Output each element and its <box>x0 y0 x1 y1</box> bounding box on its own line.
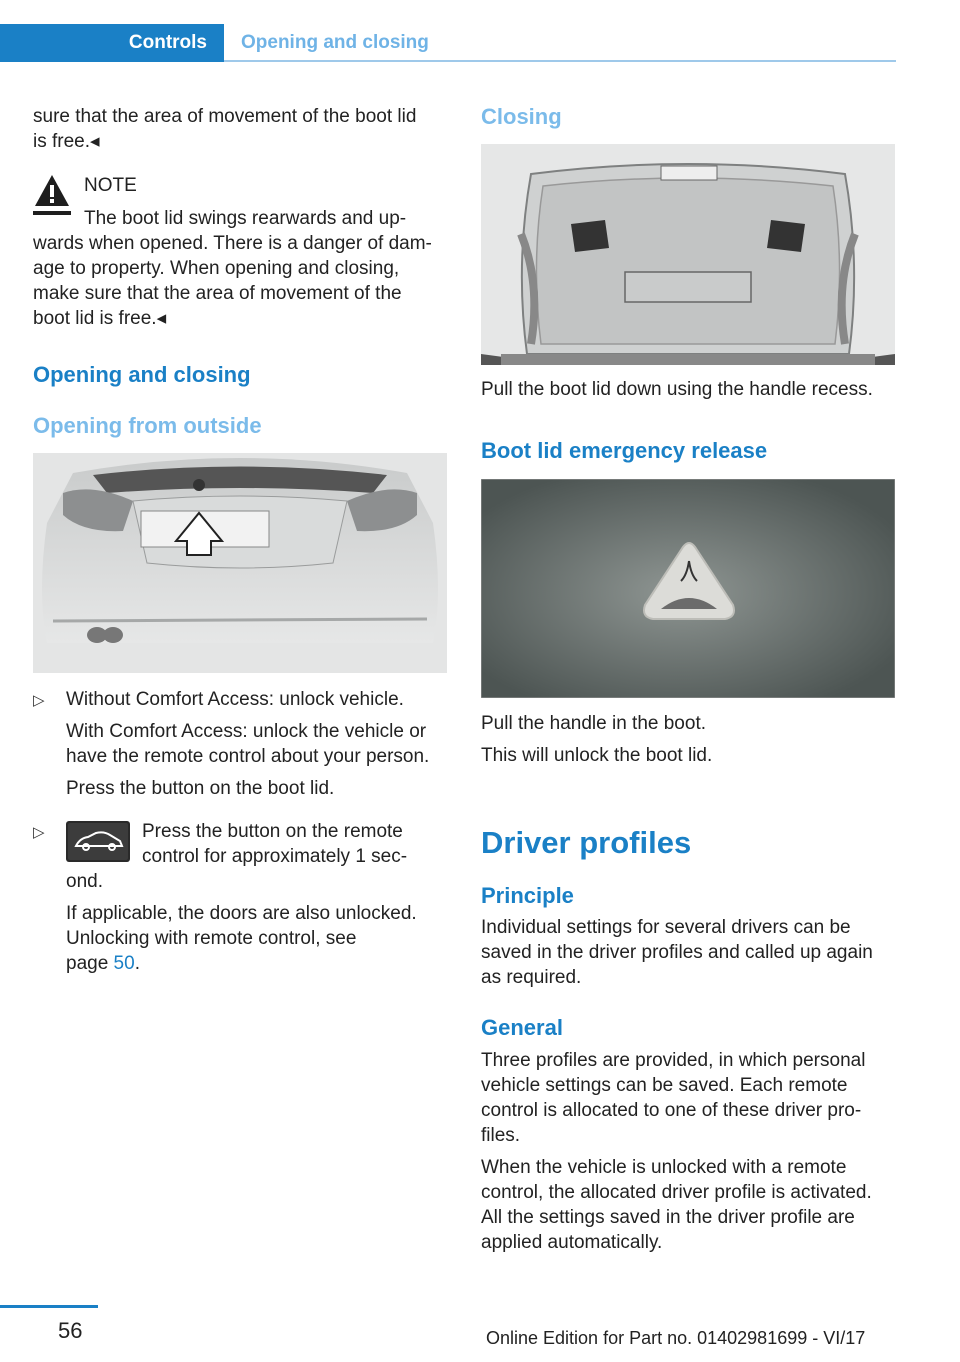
page-ref-prefix: page <box>66 953 114 974</box>
general-line-2: vehicle settings can be saved. Each remote <box>481 1075 848 1096</box>
boot-lid-remote-button-icon <box>66 821 130 862</box>
heading-principle: Principle <box>481 883 574 908</box>
note-line-1: The boot lid swings rearwards and up- <box>84 208 407 229</box>
header-divider <box>224 60 896 62</box>
bullet2-line-4: If applicable, the doors are also unlocked. <box>66 903 417 924</box>
page-ref-suffix: . <box>134 953 140 974</box>
heading-closing: Closing <box>481 104 562 129</box>
intro-line-1: sure that the area of movement of the boot lid <box>33 106 417 127</box>
emergency-line-1: Pull the handle in the boot. <box>481 713 707 734</box>
bullet1-line-4: Press the button on the boot lid. <box>66 778 335 799</box>
emergency-line-2: This will unlock the boot lid. <box>481 745 713 766</box>
principle-line-3: as required. <box>481 967 582 988</box>
heading-general: General <box>481 1015 563 1040</box>
header-tab-controls-label: Controls <box>128 32 207 53</box>
page-number: 56 <box>58 1318 83 1343</box>
general-line-3: control is allocated to one of these driver pro- <box>481 1100 862 1121</box>
general-line-1: Three profiles are provided, in which personal <box>481 1050 866 1071</box>
page-ref-link[interactable]: 50 <box>113 953 135 974</box>
intro-line-2: is free.◂ <box>33 131 100 152</box>
header-tab-section-label: Opening and closing <box>241 32 429 53</box>
general-line-5: When the vehicle is unlocked with a remote <box>481 1157 847 1178</box>
bullet2-line-1: Press the button on the remote <box>142 821 403 842</box>
closing-text: Pull the boot lid down using the handle recess. <box>481 379 873 400</box>
warning-icon <box>33 172 71 216</box>
bullet2-line-6 <box>66 951 140 977</box>
bullet1-line-1: Without Comfort Access: unlock vehicle. <box>66 689 404 710</box>
principle-line-2: saved in the driver profiles and called up again <box>481 942 873 963</box>
general-line-7: All the settings saved in the driver profile are <box>481 1207 855 1228</box>
bullet2-line-5: Unlocking with remote control, see <box>66 928 357 949</box>
heading-driver-profiles: Driver profiles <box>481 825 692 860</box>
principle-line-1: Individual settings for several drivers can be <box>481 917 851 938</box>
footer-divider <box>0 1305 98 1308</box>
bullet-marker-2: ▷ <box>33 824 45 841</box>
heading-emergency-release: Boot lid emergency release <box>481 438 768 463</box>
boot-lid-interior-illustration <box>481 144 895 365</box>
bullet-marker-1: ▷ <box>33 692 45 709</box>
general-line-4: files. <box>481 1125 521 1146</box>
heading-opening-closing: Opening and closing <box>33 362 251 387</box>
bullet2-line-3: ond. <box>66 871 103 892</box>
note-title: NOTE <box>84 175 137 196</box>
note-line-2: wards when opened. There is a danger of dam- <box>33 233 432 254</box>
note-line-5: boot lid is free.◂ <box>33 308 167 329</box>
bullet2-line-2: control for approximately 1 sec- <box>142 846 408 867</box>
car-rear-illustration <box>33 453 447 673</box>
emergency-release-illustration <box>481 479 895 698</box>
header-tab-controls[interactable] <box>0 24 224 62</box>
bullet1-line-3: have the remote control about your person. <box>66 746 430 767</box>
general-line-8: applied automatically. <box>481 1232 663 1253</box>
general-line-6: control, the allocated driver profile is activated. <box>481 1182 872 1203</box>
header-tab-section[interactable] <box>241 24 429 62</box>
note-line-3: age to property. When opening and closing, <box>33 258 400 279</box>
note-line-4: make sure that the area of movement of the <box>33 283 402 304</box>
edition-note: Online Edition for Part no. 01402981699 - VI/17 <box>486 1328 866 1348</box>
heading-opening-from-outside: Opening from outside <box>33 413 262 438</box>
bullet1-line-2: With Comfort Access: unlock the vehicle or <box>66 721 427 742</box>
